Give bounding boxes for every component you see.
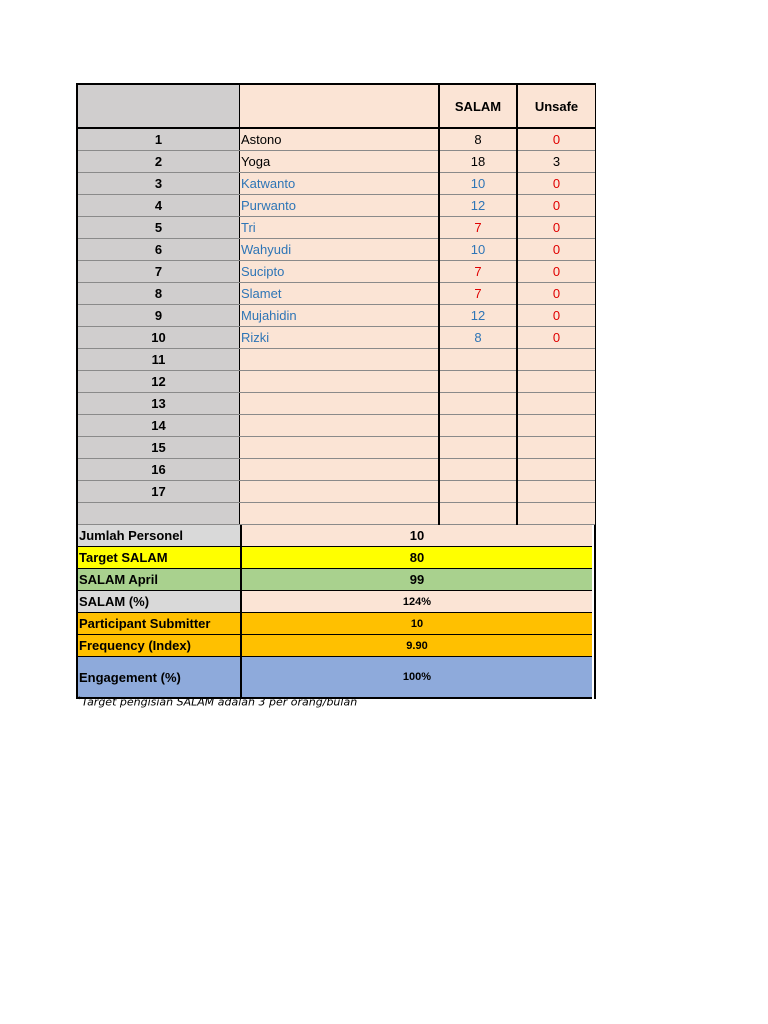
personnel-name-cell[interactable] bbox=[240, 349, 440, 371]
personnel-name-cell[interactable] bbox=[240, 481, 440, 503]
salam-count-cell[interactable]: 7 bbox=[439, 217, 517, 239]
row-number-cell[interactable]: 1 bbox=[78, 128, 240, 151]
table-row bbox=[78, 128, 595, 151]
row-number-cell[interactable]: 10 bbox=[78, 327, 240, 349]
salam-count-cell[interactable]: 7 bbox=[439, 283, 517, 305]
table-row bbox=[78, 217, 595, 239]
salam-count-cell[interactable]: 12 bbox=[439, 195, 517, 217]
summary-row-participant-submitter bbox=[78, 613, 592, 635]
header-salam-cell[interactable]: SALAM bbox=[439, 85, 517, 128]
personnel-table bbox=[78, 85, 595, 525]
target-salam-value[interactable]: 80 bbox=[241, 547, 592, 569]
personnel-name-cell[interactable]: Yoga bbox=[240, 151, 440, 173]
unsafe-count-cell[interactable]: 0 bbox=[517, 195, 595, 217]
salam-pct-label[interactable]: SALAM (%) bbox=[78, 591, 241, 613]
row-number-cell[interactable]: 5 bbox=[78, 217, 240, 239]
participant-submitter-label[interactable]: Participant Submitter bbox=[78, 613, 241, 635]
personnel-name-cell[interactable]: Sucipto bbox=[240, 261, 440, 283]
row-number-cell[interactable]: 9 bbox=[78, 305, 240, 327]
salam-count-cell[interactable]: 12 bbox=[439, 305, 517, 327]
header-unsafe-cell[interactable]: Unsafe bbox=[517, 85, 595, 128]
salam-count-cell[interactable] bbox=[439, 437, 517, 459]
row-number-cell[interactable]: 16 bbox=[78, 459, 240, 481]
table-row bbox=[78, 437, 595, 459]
table-row bbox=[78, 305, 595, 327]
salam-april-label[interactable]: SALAM April bbox=[78, 569, 241, 591]
personnel-name-cell[interactable]: Wahyudi bbox=[240, 239, 440, 261]
unsafe-count-cell[interactable] bbox=[517, 437, 595, 459]
personnel-name-cell[interactable]: Astono bbox=[240, 128, 440, 151]
personnel-name-cell[interactable]: Katwanto bbox=[240, 173, 440, 195]
personnel-name-cell[interactable] bbox=[240, 437, 440, 459]
unsafe-count-cell[interactable] bbox=[517, 393, 595, 415]
header-name-cell[interactable] bbox=[240, 85, 440, 128]
salam-count-cell[interactable] bbox=[439, 349, 517, 371]
salam-count-cell[interactable] bbox=[439, 393, 517, 415]
footnote-text: Target pengisian SALAM adalah 3 per orang/bulan bbox=[81, 695, 358, 709]
row-number-cell[interactable]: 7 bbox=[78, 261, 240, 283]
salam-count-cell[interactable] bbox=[439, 459, 517, 481]
unsafe-count-cell[interactable] bbox=[517, 481, 595, 503]
footnote-marker: * bbox=[78, 695, 82, 703]
row-number-cell[interactable]: 3 bbox=[78, 173, 240, 195]
table-row bbox=[78, 151, 595, 173]
table-row bbox=[78, 349, 595, 371]
header-row bbox=[78, 85, 595, 128]
row-number-cell[interactable]: 4 bbox=[78, 195, 240, 217]
salam-spreadsheet bbox=[76, 83, 596, 699]
summary-row-salam-april bbox=[78, 569, 592, 591]
salam-count-cell[interactable] bbox=[439, 371, 517, 393]
personnel-name-cell[interactable]: Rizki bbox=[240, 327, 440, 349]
summary-row-salam-pct bbox=[78, 591, 592, 613]
jumlah-personel-label[interactable]: Jumlah Personel bbox=[78, 525, 241, 547]
personnel-name-cell[interactable] bbox=[240, 371, 440, 393]
unsafe-count-cell[interactable]: 3 bbox=[517, 151, 595, 173]
frequency-index-label[interactable]: Frequency (Index) bbox=[78, 635, 241, 657]
salam-count-cell[interactable] bbox=[439, 481, 517, 503]
salam-count-cell[interactable] bbox=[439, 415, 517, 437]
salam-count-cell[interactable]: 10 bbox=[439, 239, 517, 261]
frequency-index-value[interactable]: 9.90 bbox=[241, 635, 592, 657]
personnel-name-cell[interactable]: Tri bbox=[240, 217, 440, 239]
personnel-name-cell[interactable] bbox=[240, 415, 440, 437]
summary-table bbox=[78, 525, 592, 699]
personnel-name-cell[interactable]: Mujahidin bbox=[240, 305, 440, 327]
salam-count-cell[interactable]: 7 bbox=[439, 261, 517, 283]
unsafe-count-cell[interactable]: 0 bbox=[517, 128, 595, 151]
table-row bbox=[78, 393, 595, 415]
table-row bbox=[78, 195, 595, 217]
row-number-cell[interactable]: 14 bbox=[78, 415, 240, 437]
row-number-cell[interactable]: 2 bbox=[78, 151, 240, 173]
table-row bbox=[78, 327, 595, 349]
engagement-label[interactable]: Engagement (%) bbox=[78, 657, 241, 699]
unsafe-count-cell[interactable] bbox=[517, 371, 595, 393]
salam-count-cell[interactable]: 10 bbox=[439, 173, 517, 195]
engagement-value[interactable]: 100% bbox=[241, 657, 592, 699]
salam-count-cell[interactable] bbox=[439, 503, 517, 525]
footnote bbox=[78, 695, 357, 709]
row-number-cell[interactable]: 12 bbox=[78, 371, 240, 393]
unsafe-count-cell[interactable]: 0 bbox=[517, 173, 595, 195]
summary-row-engagement bbox=[78, 657, 592, 699]
unsafe-count-cell[interactable]: 0 bbox=[517, 239, 595, 261]
target-salam-label[interactable]: Target SALAM bbox=[78, 547, 241, 569]
unsafe-count-cell[interactable]: 0 bbox=[517, 327, 595, 349]
header-no-cell[interactable] bbox=[78, 85, 240, 128]
row-number-cell[interactable]: 8 bbox=[78, 283, 240, 305]
row-number-cell[interactable]: 17 bbox=[78, 481, 240, 503]
summary-row-frequency-index bbox=[78, 635, 592, 657]
table-row bbox=[78, 415, 595, 437]
unsafe-count-cell[interactable]: 0 bbox=[517, 305, 595, 327]
unsafe-count-cell[interactable]: 0 bbox=[517, 261, 595, 283]
table-row bbox=[78, 239, 595, 261]
salam-april-value[interactable]: 99 bbox=[241, 569, 592, 591]
table-row bbox=[78, 503, 595, 525]
row-number-cell[interactable] bbox=[78, 503, 240, 525]
summary-row-target-salam bbox=[78, 547, 592, 569]
summary-row-jumlah-personel bbox=[78, 525, 592, 547]
salam-count-cell[interactable]: 8 bbox=[439, 327, 517, 349]
table-row bbox=[78, 173, 595, 195]
unsafe-count-cell[interactable]: 0 bbox=[517, 217, 595, 239]
table-row bbox=[78, 481, 595, 503]
row-number-cell[interactable]: 15 bbox=[78, 437, 240, 459]
table-row bbox=[78, 261, 595, 283]
unsafe-count-cell[interactable] bbox=[517, 459, 595, 481]
salam-count-cell[interactable]: 8 bbox=[439, 128, 517, 151]
table-row bbox=[78, 371, 595, 393]
table-row bbox=[78, 283, 595, 305]
row-number-cell[interactable]: 11 bbox=[78, 349, 240, 371]
personnel-name-cell[interactable]: Purwanto bbox=[240, 195, 440, 217]
unsafe-count-cell[interactable]: 0 bbox=[517, 283, 595, 305]
unsafe-count-cell[interactable] bbox=[517, 415, 595, 437]
jumlah-personel-value[interactable]: 10 bbox=[241, 525, 592, 547]
personnel-name-cell[interactable] bbox=[240, 393, 440, 415]
personnel-name-cell[interactable] bbox=[240, 503, 440, 525]
participant-submitter-value[interactable]: 10 bbox=[241, 613, 592, 635]
row-number-cell[interactable]: 13 bbox=[78, 393, 240, 415]
unsafe-count-cell[interactable] bbox=[517, 503, 595, 525]
salam-count-cell[interactable]: 18 bbox=[439, 151, 517, 173]
table-row bbox=[78, 459, 595, 481]
unsafe-count-cell[interactable] bbox=[517, 349, 595, 371]
row-number-cell[interactable]: 6 bbox=[78, 239, 240, 261]
salam-pct-value[interactable]: 124% bbox=[241, 591, 592, 613]
personnel-name-cell[interactable] bbox=[240, 459, 440, 481]
personnel-name-cell[interactable]: Slamet bbox=[240, 283, 440, 305]
